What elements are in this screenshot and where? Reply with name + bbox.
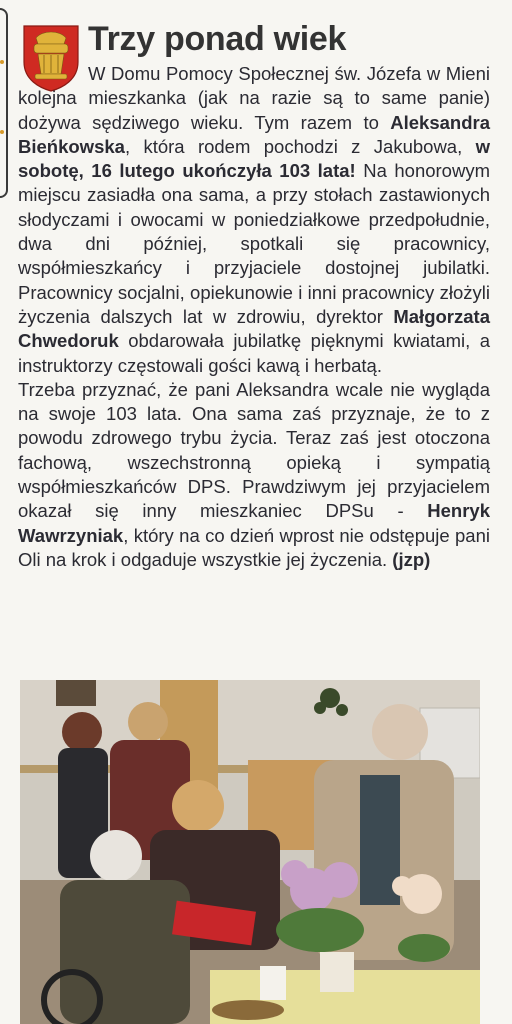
page-border-frame — [0, 8, 8, 198]
director-name: Małgorzata Chwedoruk — [18, 305, 490, 352]
paragraph-1: W Domu Pomocy Społecznej św. Józefa w Mieni kolejna mieszkanka (jak na razie są to same panie) dożywa sędziwego wieku. Tym razem to Aleksandra Bieńkowska, która rodem pochodzi z Jakubowa, w sobotę, 16 lutego ukończyła 103 lata! Na honorowym miejscu zasiadła ona sama, a przy stołach zastawionych słodyczami i owocami w poniedziałkowe przedpołudnie, dwa dni później, spotkali się pracownicy, współmieszkańcy i przyjaciele dostojnej jubilatki. Pracownicy socjalni, opiekunowie i inni pracownicy złożyli życzenia dalszych lat w zdrowiu, dyrektor Małgorzata Chwedoruk obdarowała jubilatkę pięknymi kwiatami, a instruktorzy częstowali gości kawą i herbatą. — [18, 63, 490, 376]
highlight-date: w sobotę, 16 lutego ukończyła 103 lata! — [18, 135, 490, 182]
border-dot — [0, 60, 4, 64]
person-name: Aleksandra Bieńkowska — [18, 111, 490, 157]
celebration-photo — [20, 680, 480, 1024]
friend-name: Henryk Wawrzyniak — [18, 500, 490, 546]
paragraph-2: Trzeba przyznać, że pani Aleksandra wcale nie wygląda na swoje 103 lata. Ona sama zaś przyznaje, że to z powodu zdrowego trybu życia. Teraz zaś jest otoczona fachową, wszechstronną opieką i sympatią współmieszkańców DPS. Prawdziwym jej przyjacielem okazał się inny mieszkaniec DPSu - Henryk Wawrzyniak, który na co dzień wprost nie odstępuje pani Oli na krok i odgaduje wszystkie jej życzenia. (jzp) — [18, 378, 490, 570]
article-body — [18, 62, 490, 572]
article-title: Trzy ponad wiek — [88, 20, 347, 58]
border-dot — [0, 130, 4, 134]
author-signature: (jzp) — [392, 548, 431, 570]
